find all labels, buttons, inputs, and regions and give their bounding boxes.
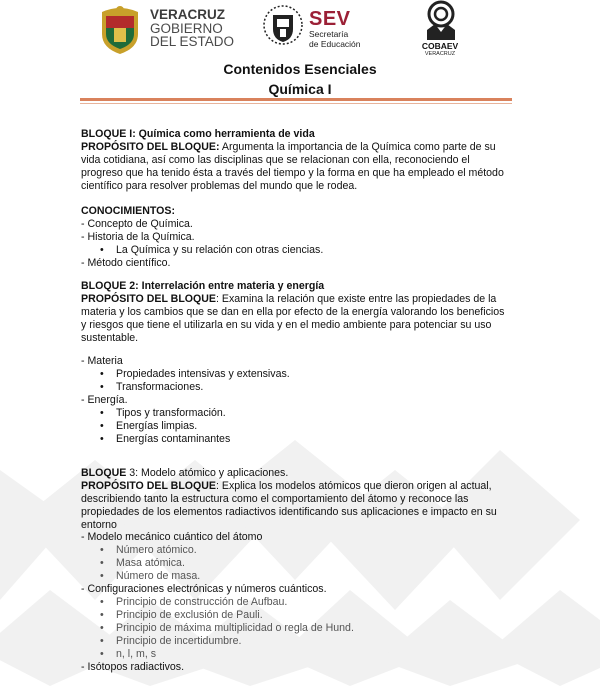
header	[0, 0, 600, 62]
block1-purpose-line: progreso que ha tenido ésta a través del tiempo y la forma en que ha empleado el método	[81, 167, 504, 179]
block2-heading: BLOQUE 2: Interrelación entre materia y energía	[81, 280, 325, 292]
knowledge-heading: CONOCIMIENTOS:	[81, 205, 175, 217]
bullet-item: • Principio de construcción de Aufbau.	[100, 596, 288, 608]
cobaev-sub: VERACRUZ	[424, 51, 456, 57]
veracruz-crest-icon	[96, 4, 144, 56]
veracruz-wordmark: VERACRUZ GOBIERNO DEL ESTADO	[150, 7, 235, 49]
bullet-item: • Energías limpias.	[100, 420, 198, 432]
bullet-item: • Número de masa.	[100, 570, 201, 582]
block1-purpose-line: científico para resolver problemas del mundo que le rodea.	[81, 180, 358, 192]
block3-purpose-line: describiendo tanto la estructura como el comportamiento del átomo y reconoce las	[81, 493, 469, 505]
bullet-item: • Principio de incertidumbre.	[100, 635, 242, 647]
list-item: - Concepto de Química.	[81, 218, 193, 230]
bullet-item: • La Química y su relación con otras ciencias.	[100, 244, 324, 256]
list-item: - Isótopos radiactivos.	[81, 661, 185, 673]
bullet-item: • Principio de exclusión de Pauli.	[100, 609, 263, 621]
list-item: - Configuraciones electrónicas y números cuánticos.	[81, 583, 327, 595]
block3-purpose: PROPÓSITO DEL BLOQUE: Explica los modelos atómicos que dieron origen al actual,	[81, 480, 492, 492]
block1-heading: BLOQUE I: Química como herramienta de vida	[81, 128, 315, 140]
list-item: - Historia de la Química.	[81, 231, 195, 243]
block3-heading: BLOQUE 3: Modelo atómico y aplicaciones.	[81, 467, 289, 479]
bullet-item: • Número atómico.	[100, 544, 197, 556]
bullet-item: • Transformaciones.	[100, 381, 204, 393]
list-item: - Materia	[81, 355, 123, 367]
bullet-item: • Masa atómica.	[100, 557, 185, 569]
document-subtitle: Química I	[268, 81, 332, 97]
block2-purpose-line: y riesgos que tiene el utilizarla en su vida y en el medio ambiente para potenciar su uso	[81, 319, 492, 331]
block2-purpose: PROPÓSITO DEL BLOQUE: Examina la relación que existe entre las propiedades de la	[81, 293, 497, 305]
block3-purpose-line: propiedades de los elementos radiactivos identificando sus aplicaciones e impacto en su	[81, 506, 497, 518]
bullet-item: • Propiedades intensivas y extensivas.	[100, 368, 290, 380]
block3-purpose-line: entorno	[81, 519, 117, 531]
sev-emblem-icon	[263, 3, 303, 47]
block1-purpose-line: vida cotidiana, así como las disciplinas que se relacionan con ella, reconociendo el	[81, 154, 470, 166]
sev-wordmark: SEV Secretaría de Educación	[309, 8, 361, 49]
title-rule	[80, 98, 512, 101]
block1-purpose: PROPÓSITO DEL BLOQUE: Argumenta la importancia de la Química como parte de su	[81, 141, 496, 153]
list-item: - Energía.	[81, 394, 128, 406]
document-title: Contenidos Esenciales	[223, 61, 377, 77]
block2-purpose-line: sustentable.	[81, 332, 139, 344]
bullet-item: • n, l, m, s	[100, 648, 157, 660]
cobaev-name: COBAEV	[421, 41, 459, 51]
bullet-item: • Tipos y transformación.	[100, 407, 226, 419]
bullet-item: • Energías contaminantes	[100, 433, 231, 445]
cobaev-logo-icon	[421, 0, 461, 42]
list-item: - Método científico.	[81, 257, 171, 269]
bullet-item: • Principio de máxima multiplicidad o regla de Hund.	[100, 622, 354, 634]
block2-purpose-line: materia y los cambios que se dan en ella por efecto de la energía valorando los beneficios	[81, 306, 505, 318]
list-item: - Modelo mecánico cuántico del átomo	[81, 531, 263, 543]
title-rule-thin	[80, 103, 512, 104]
